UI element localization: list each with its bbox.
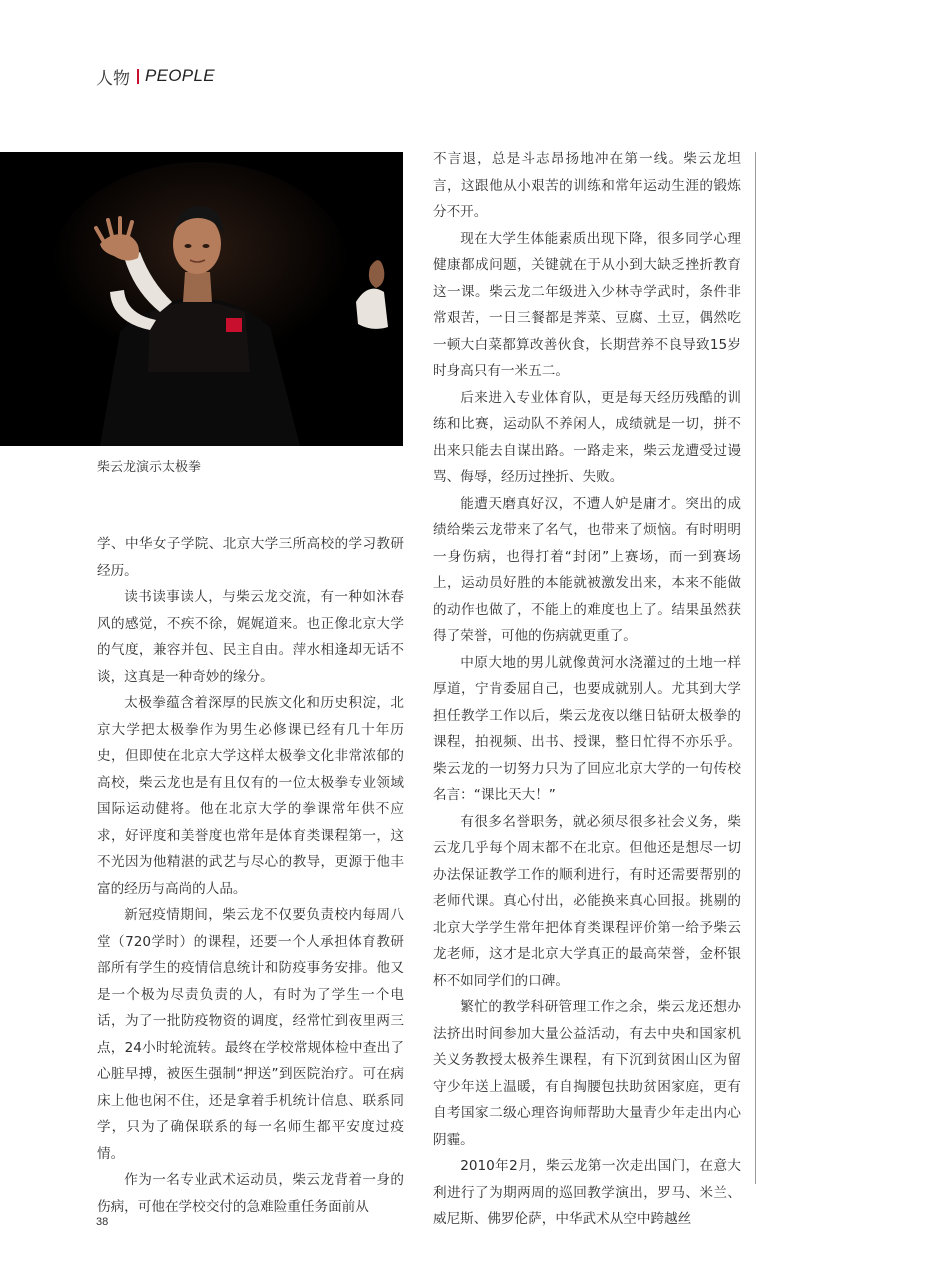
- taiji-photo: [0, 152, 403, 446]
- section-divider: [137, 69, 139, 84]
- paragraph: 后来进入专业体育队，更是每天经历残酷的训练和比赛，运动队不养闲人，成绩就是一切，拼不出来只能去自谋出路。一路走来，柴云龙遭受过谩骂、侮辱，经历过挫折、失败。: [433, 389, 741, 485]
- paragraph: 繁忙的教学科研管理工作之余，柴云龙还想办法挤出时间参加大量公益活动，有去中央和国家机关义务教授太极养生课程，有下沉到贫困山区为留守少年送上温暖，有自掏腰包扶助贫困家庭，更有自考国家二级心理咨询师帮助大量青少年走出内心阴霾。: [433, 999, 741, 1148]
- paragraph: 有很多名誉职务，就必须尽很多社会义务，柴云龙几乎每个周末都不在北京。但他还是想尽一切办法保证教学工作的顺利进行，有时还需要帮别的老师代课。真心付出，必能换来真心回报。挑剔的北京大学学生常年把体育类课程评价第一给予柴云龙老师，这才是北京大学真正的最高荣誉，金杯银杯不如同学们的口碑。: [433, 813, 741, 989]
- article-column-left: [97, 531, 404, 1220]
- section-header: [96, 64, 215, 88]
- page-number: 38: [96, 1216, 109, 1228]
- paragraph: 学、中华女子学院、北京大学三所高校的学习教研经历。: [97, 536, 404, 579]
- section-title-cn: 人物: [96, 68, 130, 89]
- paragraph: 新冠疫情期间，柴云龙不仅要负责校内每周八堂（720学时）的课程，还要一个人承担体育教研部所有学生的疫情信息统计和防疫事务安排。他又是一个极为尽责负责的人，有时为了学生一个电话，为了一批防疫物资的调度，经常忙到夜里两三点，24小时轮流转。最终在学校常规体检中查出了心脏早搏，被医生强制“押送”到医院治疗。可在病床上他也闲不住，还是拿着手机统计信息、联系同学，只为了确保联系的每一名师生都平安度过疫情。: [97, 907, 404, 1162]
- paragraph: 作为一名专业武术运动员，柴云龙背着一身的伤病，可他在学校交付的急难险重任务面前从: [97, 1172, 404, 1215]
- paragraph: 太极拳蕴含着深厚的民族文化和历史积淀，北京大学把太极拳作为男生必修课已经有几十年历史，但即使在北京大学这样太极拳文化非常浓郁的高校，柴云龙也是有且仅有的一位太极拳专业领域国际运动健将。他在北京大学的拳课常年供不应求，好评度和美誉度也常年是体育类课程第一，这不光因为他精湛的武艺与尽心的教导，更源于他丰富的经历与高尚的人品。: [97, 695, 404, 897]
- paragraph: 不言退，总是斗志昂扬地冲在第一线。柴云龙坦言，这跟他从小艰苦的训练和常年运动生涯的锻炼分不开。: [433, 151, 741, 220]
- paragraph: 读书读事读人，与柴云龙交流，有一种如沐春风的感觉，不疾不徐，娓娓道来。也正像北京大学的气度，兼容并包、民主自由。萍水相逢却无话不谈，这真是一种奇妙的缘分。: [97, 589, 404, 685]
- paragraph: 现在大学生体能素质出现下降，很多同学心理健康都成问题，关键就在于从小到大缺乏挫折教育这一课。柴云龙二年级进入少林寺学武时，条件非常艰苦，一日三餐都是荠菜、豆腐、土豆，偶然吃一顿大白菜都算改善伙食，长期营养不良导致15岁时身高只有一米五二。: [433, 230, 741, 379]
- paragraph: 2010年2月，柴云龙第一次走出国门，在意大利进行了为期两周的巡回教学演出，罗马、米兰、威尼斯、佛罗伦萨，中华武术从空中跨越丝: [433, 1158, 741, 1227]
- photo-caption: 柴云龙演示太极拳: [97, 460, 202, 475]
- paragraph: 能遭天磨真好汉，不遭人妒是庸才。突出的成绩给柴云龙带来了名气，也带来了烦恼。有时明明一身伤病，也得打着“封闭”上赛场，而一到赛场上，运动员好胜的本能就被激发出来，本来不能做的动作也做了，不能上的难度也上了。结果虽然获得了荣誉，可他的伤病就更重了。: [433, 495, 741, 644]
- column-rule: [755, 152, 756, 1184]
- article-column-right: [433, 146, 741, 1233]
- taiji-photo-illustration: [0, 152, 403, 446]
- paragraph: 中原大地的男儿就像黄河水浇灌过的土地一样厚道，宁肯委屈自己，也要成就别人。尤其到大学担任教学工作以后，柴云龙夜以继日钻研太极拳的课程，拍视频、出书、授课，整日忙得不亦乐乎。柴云龙的一切努力只为了回应北京大学的一句传校名言：“课比天大！”: [433, 654, 741, 803]
- section-title-en: PEOPLE: [145, 66, 215, 85]
